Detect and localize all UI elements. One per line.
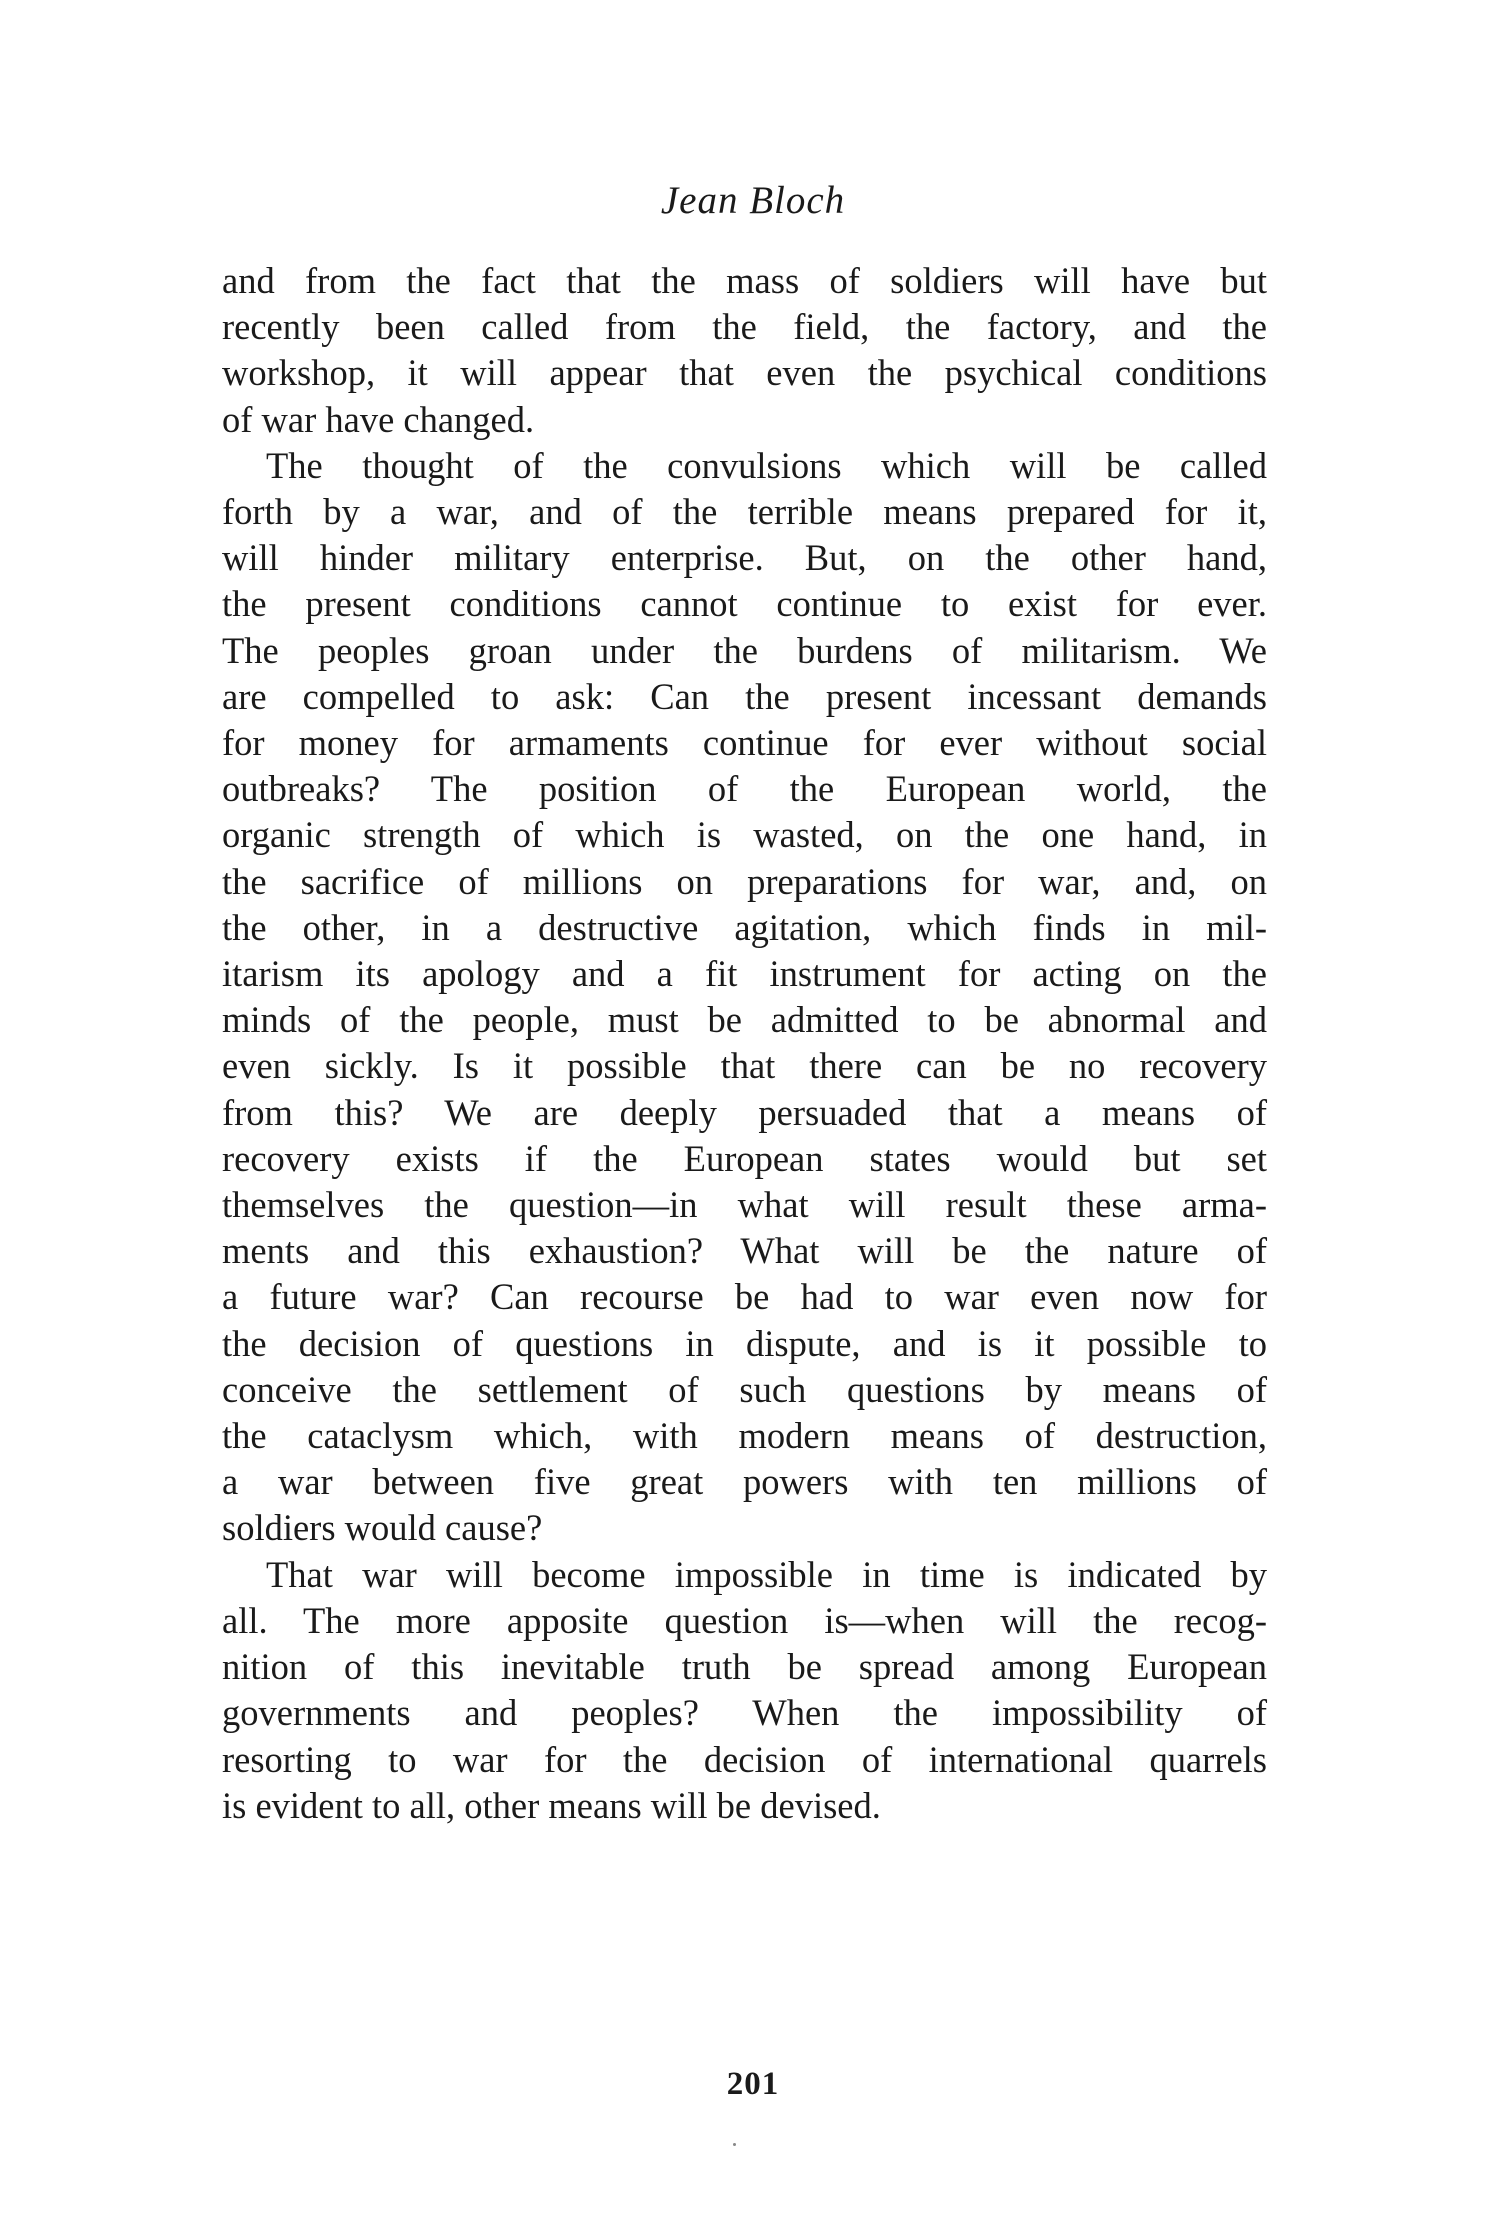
text-line: a future war? Can recourse be had to war even now for <box>222 1276 1267 1318</box>
text-line: for money for armaments continue for ever without social <box>222 722 1267 764</box>
ink-speck <box>733 2143 736 2146</box>
text-line: minds of the people, must be admitted to be abnormal and <box>222 999 1267 1041</box>
text-line: nition of this inevitable truth be spread among European <box>222 1646 1267 1688</box>
text-line: organic strength of which is wasted, on the one hand, in <box>222 814 1267 856</box>
text-line: workshop, it will appear that even the psychical conditions <box>222 352 1267 394</box>
text-line: outbreaks? The position of the European world, the <box>222 768 1267 810</box>
text-line: even sickly. Is it possible that there can be no recovery <box>222 1045 1267 1087</box>
text-line: That war will become impossible in time is indicated by <box>266 1553 1267 1595</box>
text-line: the other, in a destructive agitation, which finds in mil- <box>222 906 1267 948</box>
body-text <box>222 258 1267 1829</box>
text-line: resorting to war for the decision of international quarrels <box>222 1738 1267 1780</box>
text-line: the present conditions cannot continue to exist for ever. <box>222 583 1267 625</box>
text-line: governments and peoples? When the impossibility of <box>222 1692 1267 1734</box>
text-line: from this? We are deeply persuaded that a means of <box>222 1091 1267 1133</box>
text-line: The peoples groan under the burdens of militarism. We <box>222 629 1267 671</box>
text-line: and from the fact that the mass of soldiers will have but <box>222 260 1267 301</box>
text-line: ments and this exhaustion? What will be the nature of <box>222 1230 1267 1272</box>
running-title: Jean Bloch <box>660 179 846 222</box>
text-line: recently been called from the field, the factory, and the <box>222 306 1267 348</box>
text-line: the cataclysm which, with modern means of destruction, <box>222 1415 1267 1457</box>
text-line: a war between five great powers with ten millions of <box>222 1461 1267 1503</box>
text-line: itarism its apology and a fit instrument for acting on the <box>222 953 1267 995</box>
text-line: the sacrifice of millions on preparations for war, and, on <box>222 860 1267 902</box>
text-line: the decision of questions in dispute, and is it possible to <box>222 1322 1267 1364</box>
text-line: all. The more apposite question is—when will the recog- <box>222 1599 1267 1641</box>
text-line: recovery exists if the European states would but set <box>222 1137 1267 1179</box>
text-line: themselves the question—in what will result these arma- <box>222 1184 1267 1226</box>
text-line: is evident to all, other means will be devised. <box>222 1784 881 1826</box>
text-line: The thought of the convulsions which will be called <box>266 444 1267 486</box>
page-number: 201 <box>726 2066 780 2102</box>
text-line: soldiers would cause? <box>222 1507 543 1549</box>
text-line: forth by a war, and of the terrible means prepared for it, <box>222 491 1267 533</box>
text-line: conceive the settlement of such questions by means of <box>222 1368 1267 1410</box>
text-line: of war have changed. <box>222 398 535 440</box>
text-line: will hinder military enterprise. But, on the other hand, <box>222 537 1267 579</box>
text-line: are compelled to ask: Can the present incessant demands <box>222 675 1267 717</box>
